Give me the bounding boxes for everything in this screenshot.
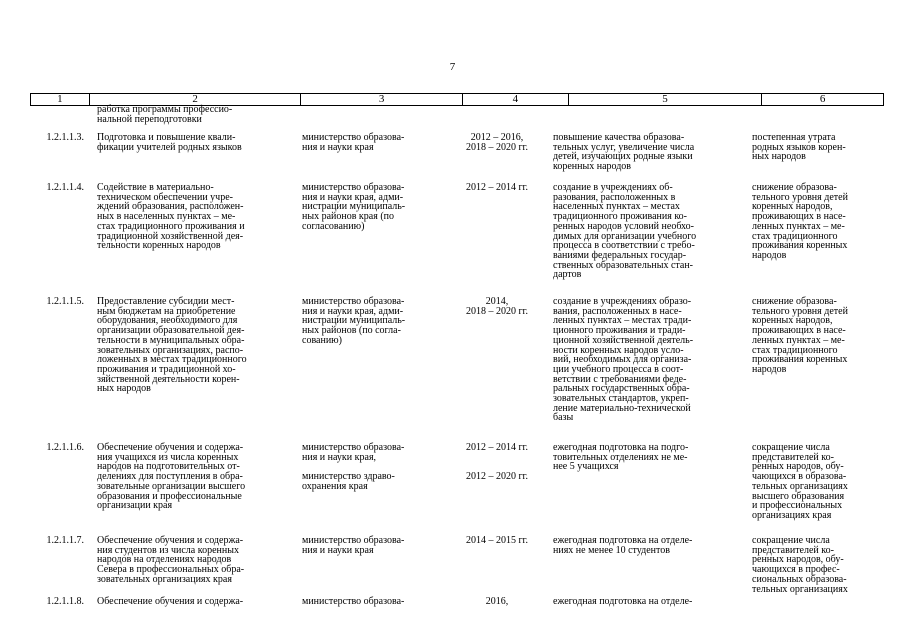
executor-cell: министерство образова-: [302, 596, 405, 607]
row-number: 1.2.1.1.3.: [46, 132, 84, 143]
row-number: 1.2.1.1.7.: [46, 535, 84, 546]
period-cell: 2012 – 2014 гг.: [465, 442, 529, 453]
consequence-cell: постепенная утрата родных языков корен- ных народов: [752, 132, 846, 163]
consequence-cell: сокращение числа представителей ко- ренных народов, обу- чающихся в профес- сиональных образова- тельных организациях: [752, 535, 848, 595]
period-cell: 2014 – 2015 гг.: [465, 535, 529, 546]
result-cell: ежегодная подготовка на подго- товительных отделениях не ме- нее 5 учащихся: [553, 442, 689, 473]
executor-cell: министерство образова- ния и науки края, адми- нистрации муниципаль- ных районов края (по согласованию): [302, 182, 406, 232]
period-cell: 2012 – 2014 гг.: [465, 182, 529, 193]
task-cell: Содействие в материально- техническом обеспечении учре- ждений образования, расположен- ных в населенных пунктах – ме- стах традиционного проживания и традиционной хозяйственной дея- тельности коренных народов: [97, 182, 245, 252]
row-number: 1.2.1.1.4.: [46, 182, 84, 193]
column-header-5: 5: [569, 94, 763, 105]
task-cell: Подготовка и повышение квали- фикации учителей родных языков: [97, 132, 242, 153]
executor-cell: министерство образова- ния и науки края,: [302, 442, 405, 463]
task-cell: Предоставление субсидии мест- ным бюджетам на приобретение оборудования, необходимого для организации образовательной дея- тельности в муниципальных обра- зовательных организациях, распо- ложенных в местах традиционного проживания и традиционной хо- зяйственной деятельности корен- ных народов: [97, 296, 247, 395]
consequence-cell: сокращение числа представителей ко- ренных народов, обу- чающихся в образова- тельных организациях высшего образования и профессиональных организациях края: [752, 442, 848, 521]
consequence-cell: снижение образова- тельного уровня детей коренных народов, проживающих в насе- ленных пунктах – ме- стах традиционного проживания коренных народов: [752, 296, 848, 375]
executor-cell-secondary: министерство здраво- охранения края: [302, 471, 395, 492]
row-number: 1.2.1.1.6.: [46, 442, 84, 453]
page-number: 7: [449, 61, 456, 73]
period-cell: 2012 – 2016, 2018 – 2020 гг.: [465, 132, 529, 153]
column-header-1: 1: [31, 94, 90, 105]
result-cell: создание в учреждениях образо- вания, расположенных в насе- ленных пунктах – местах тради- ционного проживания и тради- ционной хозяйственной деятель- ности коренных народов усло- вий, необходимых для организа- ции учебного процесса в соот- ветствии с требованиями феде- ральных государственных обра- зовательных стандартов, укреп- ление материально-технической базы: [553, 296, 694, 424]
executor-cell: министерство образова- ния и науки края: [302, 132, 405, 153]
period-cell: 2016,: [485, 596, 509, 607]
executor-cell: министерство образова- ния и науки края: [302, 535, 405, 556]
task-cell: Обеспечение обучения и содержа-: [97, 596, 244, 607]
continuation-text: работка программы профессио- нальной переподготовки: [97, 104, 233, 125]
column-header-3: 3: [301, 94, 463, 105]
column-header-4: 4: [463, 94, 569, 105]
consequence-cell: снижение образова- тельного уровня детей коренных народов, проживающих в насе- ленных пунктах – ме- стах традиционного проживания коренных народов: [752, 182, 848, 261]
task-cell: Обеспечение обучения и содержа- ния учащихся из числа коренных народов на подготовительных от- делениях для поступления в обра- зовательные организации высшего образования и профессиональные организации края: [97, 442, 246, 512]
column-header-6: 6: [819, 93, 826, 105]
row-number: 1.2.1.1.8.: [46, 596, 84, 607]
result-cell: повышение качества образова- тельных услуг, увеличение числа детей, изучающих родные языки коренных народов: [553, 132, 695, 173]
result-cell: создание в учреждениях об- разования, расположенных в населенных пунктах – местах традиционного проживания ко- ренных народов условий необхо- димых для организации учебного процесса в соответствии с требо- ваниями федеральных государ- ственных образовательных стан- дартов: [553, 182, 697, 281]
executor-cell: министерство образова- ния и науки края, адми- нистрации муниципаль- ных районов (по согла- сованию): [302, 296, 406, 346]
result-cell: ежегодная подготовка на отделе-: [553, 596, 693, 607]
period-cell-secondary: 2012 – 2020 гг.: [465, 471, 529, 482]
task-cell: Обеспечение обучения и содержа- ния студентов из числа коренных народов на отделениях народов Севера в профессиональных обра- зовательных организациях края: [97, 535, 245, 585]
column-header-2: 2: [90, 94, 302, 105]
period-cell: 2014, 2018 – 2020 гг.: [465, 296, 529, 317]
row-number: 1.2.1.1.5.: [46, 296, 84, 307]
result-cell: ежегодная подготовка на отделе- ниях не менее 10 студентов: [553, 535, 693, 556]
